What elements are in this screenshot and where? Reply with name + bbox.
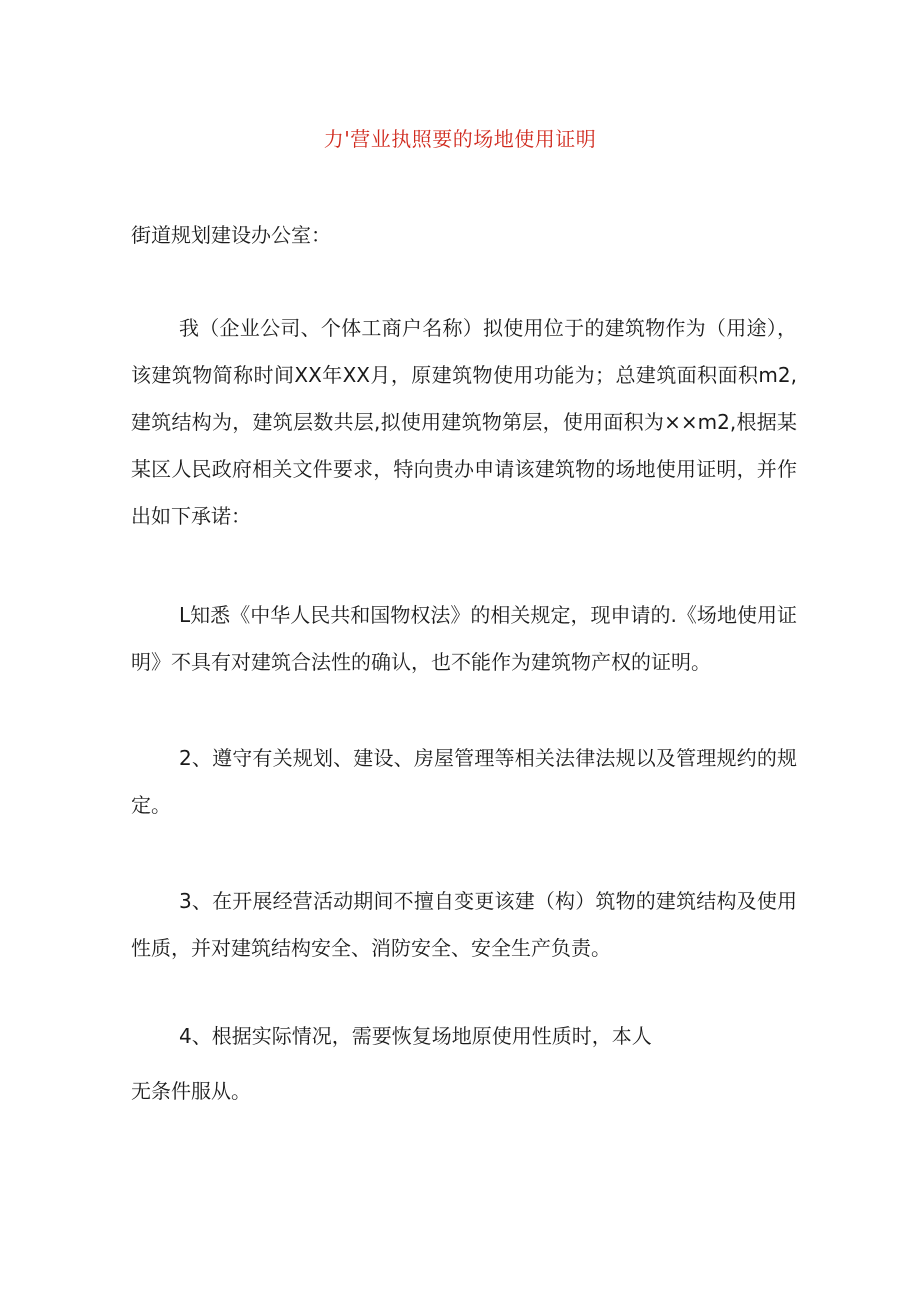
paragraph-intro: 我（企业公司、个体工商户名称）拟使用位于的建筑物作为（用途），该建筑物简称时间XX年XX月，原建筑物使用功能为；总建筑面积面积m2,建筑结构为，建筑层数共层,拟使用建筑物第层，使用面积为××m2,根据某某区人民政府相关文件要求，特向贵办申请该建筑物的场地使用证明，并作出如下承诺： — [131, 316, 797, 528]
document-title: 力'营业执照要的场地使用证明 — [323, 127, 597, 151]
paragraph-commitment-3: 3、在开展经营活动期间不擅自变更该建（构）筑物的建筑结构及使用性质，并对建筑结构安全、消防安全、安全生产负责。 — [131, 889, 797, 960]
paragraph-commitment-1: L知悉《中华人民共和国物权法》的相关规定，现申请的.《场地使用证明》不具有对建筑合法性的确认，也不能作为建筑物产权的证明。 — [131, 603, 797, 674]
closing-line: 无条件服从。 — [131, 1079, 251, 1103]
paragraph-commitment-4: 4、根据实际情况，需要恢复场地原使用性质时，本人 — [179, 1024, 652, 1048]
salutation: 街道规划建设办公室： — [131, 223, 331, 247]
paragraph-commitment-2: 2、遵守有关规划、建设、房屋管理等相关法律法规以及管理规约的规定。 — [131, 746, 797, 817]
